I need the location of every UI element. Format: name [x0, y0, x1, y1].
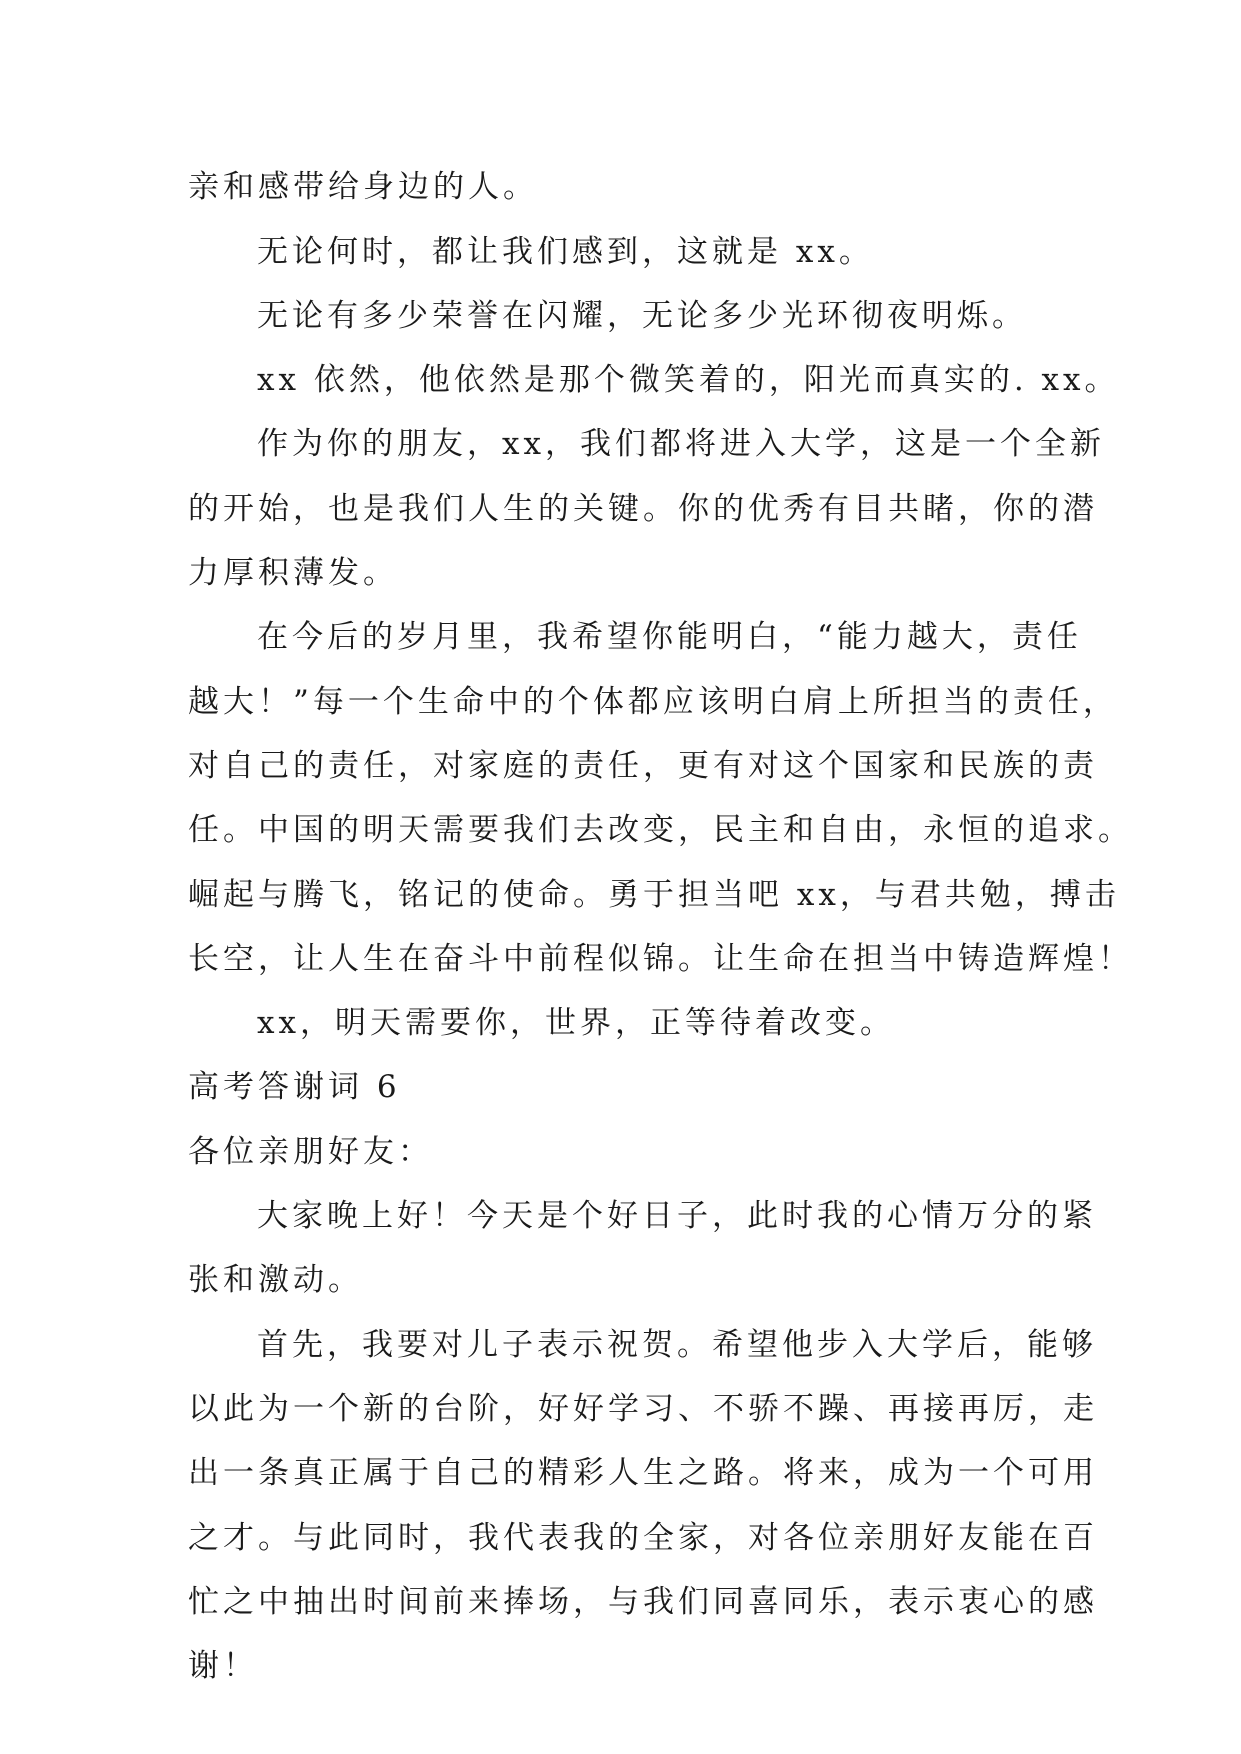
text-line: 以此为一个新的台阶，好好学习、不骄不躁、再接再厉，走: [188, 1391, 1098, 1427]
text-line: 忙之中抽出时间前来捧场，与我们同喜同乐，表示衷心的感: [188, 1584, 1098, 1620]
salutation: 各位亲朋好友：: [188, 1134, 433, 1170]
text-line: 力厚积薄发。: [188, 555, 398, 591]
text-line: 长空，让人生在奋斗中前程似锦。让生命在担当中铸造辉煌！: [188, 941, 1133, 977]
text-line: 出一条真正属于自己的精彩人生之路。将来，成为一个可用: [188, 1455, 1098, 1491]
text-line: 亲和感带给身边的人。: [188, 169, 538, 205]
text-line: 崛起与腾飞，铭记的使命。勇于担当吧 xx，与君共勉，搏击: [188, 877, 1120, 913]
text-line: 无论有多少荣誉在闪耀，无论多少光环彻夜明烁。: [257, 298, 1027, 334]
section-heading: 高考答谢词 6: [188, 1069, 401, 1105]
text-line: 首先，我要对儿子表示祝贺。希望他步入大学后，能够: [257, 1327, 1097, 1363]
text-line: 张和激动。: [188, 1262, 363, 1298]
text-line: xx 依然，他依然是那个微笑着的，阳光而真实的. xx。: [257, 362, 1120, 398]
text-line: 之才。与此同时，我代表我的全家，对各位亲朋好友能在百: [188, 1520, 1098, 1556]
text-line: 的开始，也是我们人生的关键。你的优秀有目共睹，你的潜: [188, 491, 1098, 527]
text-line: 作为你的朋友，xx，我们都将进入大学，这是一个全新: [257, 426, 1105, 462]
text-line: 任。中国的明天需要我们去改变，民主和自由，永恒的追求。: [188, 812, 1133, 848]
text-line: 在今后的岁月里，我希望你能明白，“能力越大，责任: [257, 619, 1082, 655]
text-line: 大家晚上好！今天是个好日子，此时我的心情万分的紧: [257, 1198, 1097, 1234]
text-line: 越大！”每一个生命中的个体都应该明白肩上所担当的责任，: [188, 684, 1118, 720]
text-line: xx，明天需要你，世界，正等待着改变。: [257, 1005, 895, 1041]
text-line: 无论何时，都让我们感到，这就是 xx。: [257, 234, 874, 270]
text-line: 谢！: [188, 1648, 258, 1684]
text-line: 对自己的责任，对家庭的责任，更有对这个国家和民族的责: [188, 748, 1098, 784]
